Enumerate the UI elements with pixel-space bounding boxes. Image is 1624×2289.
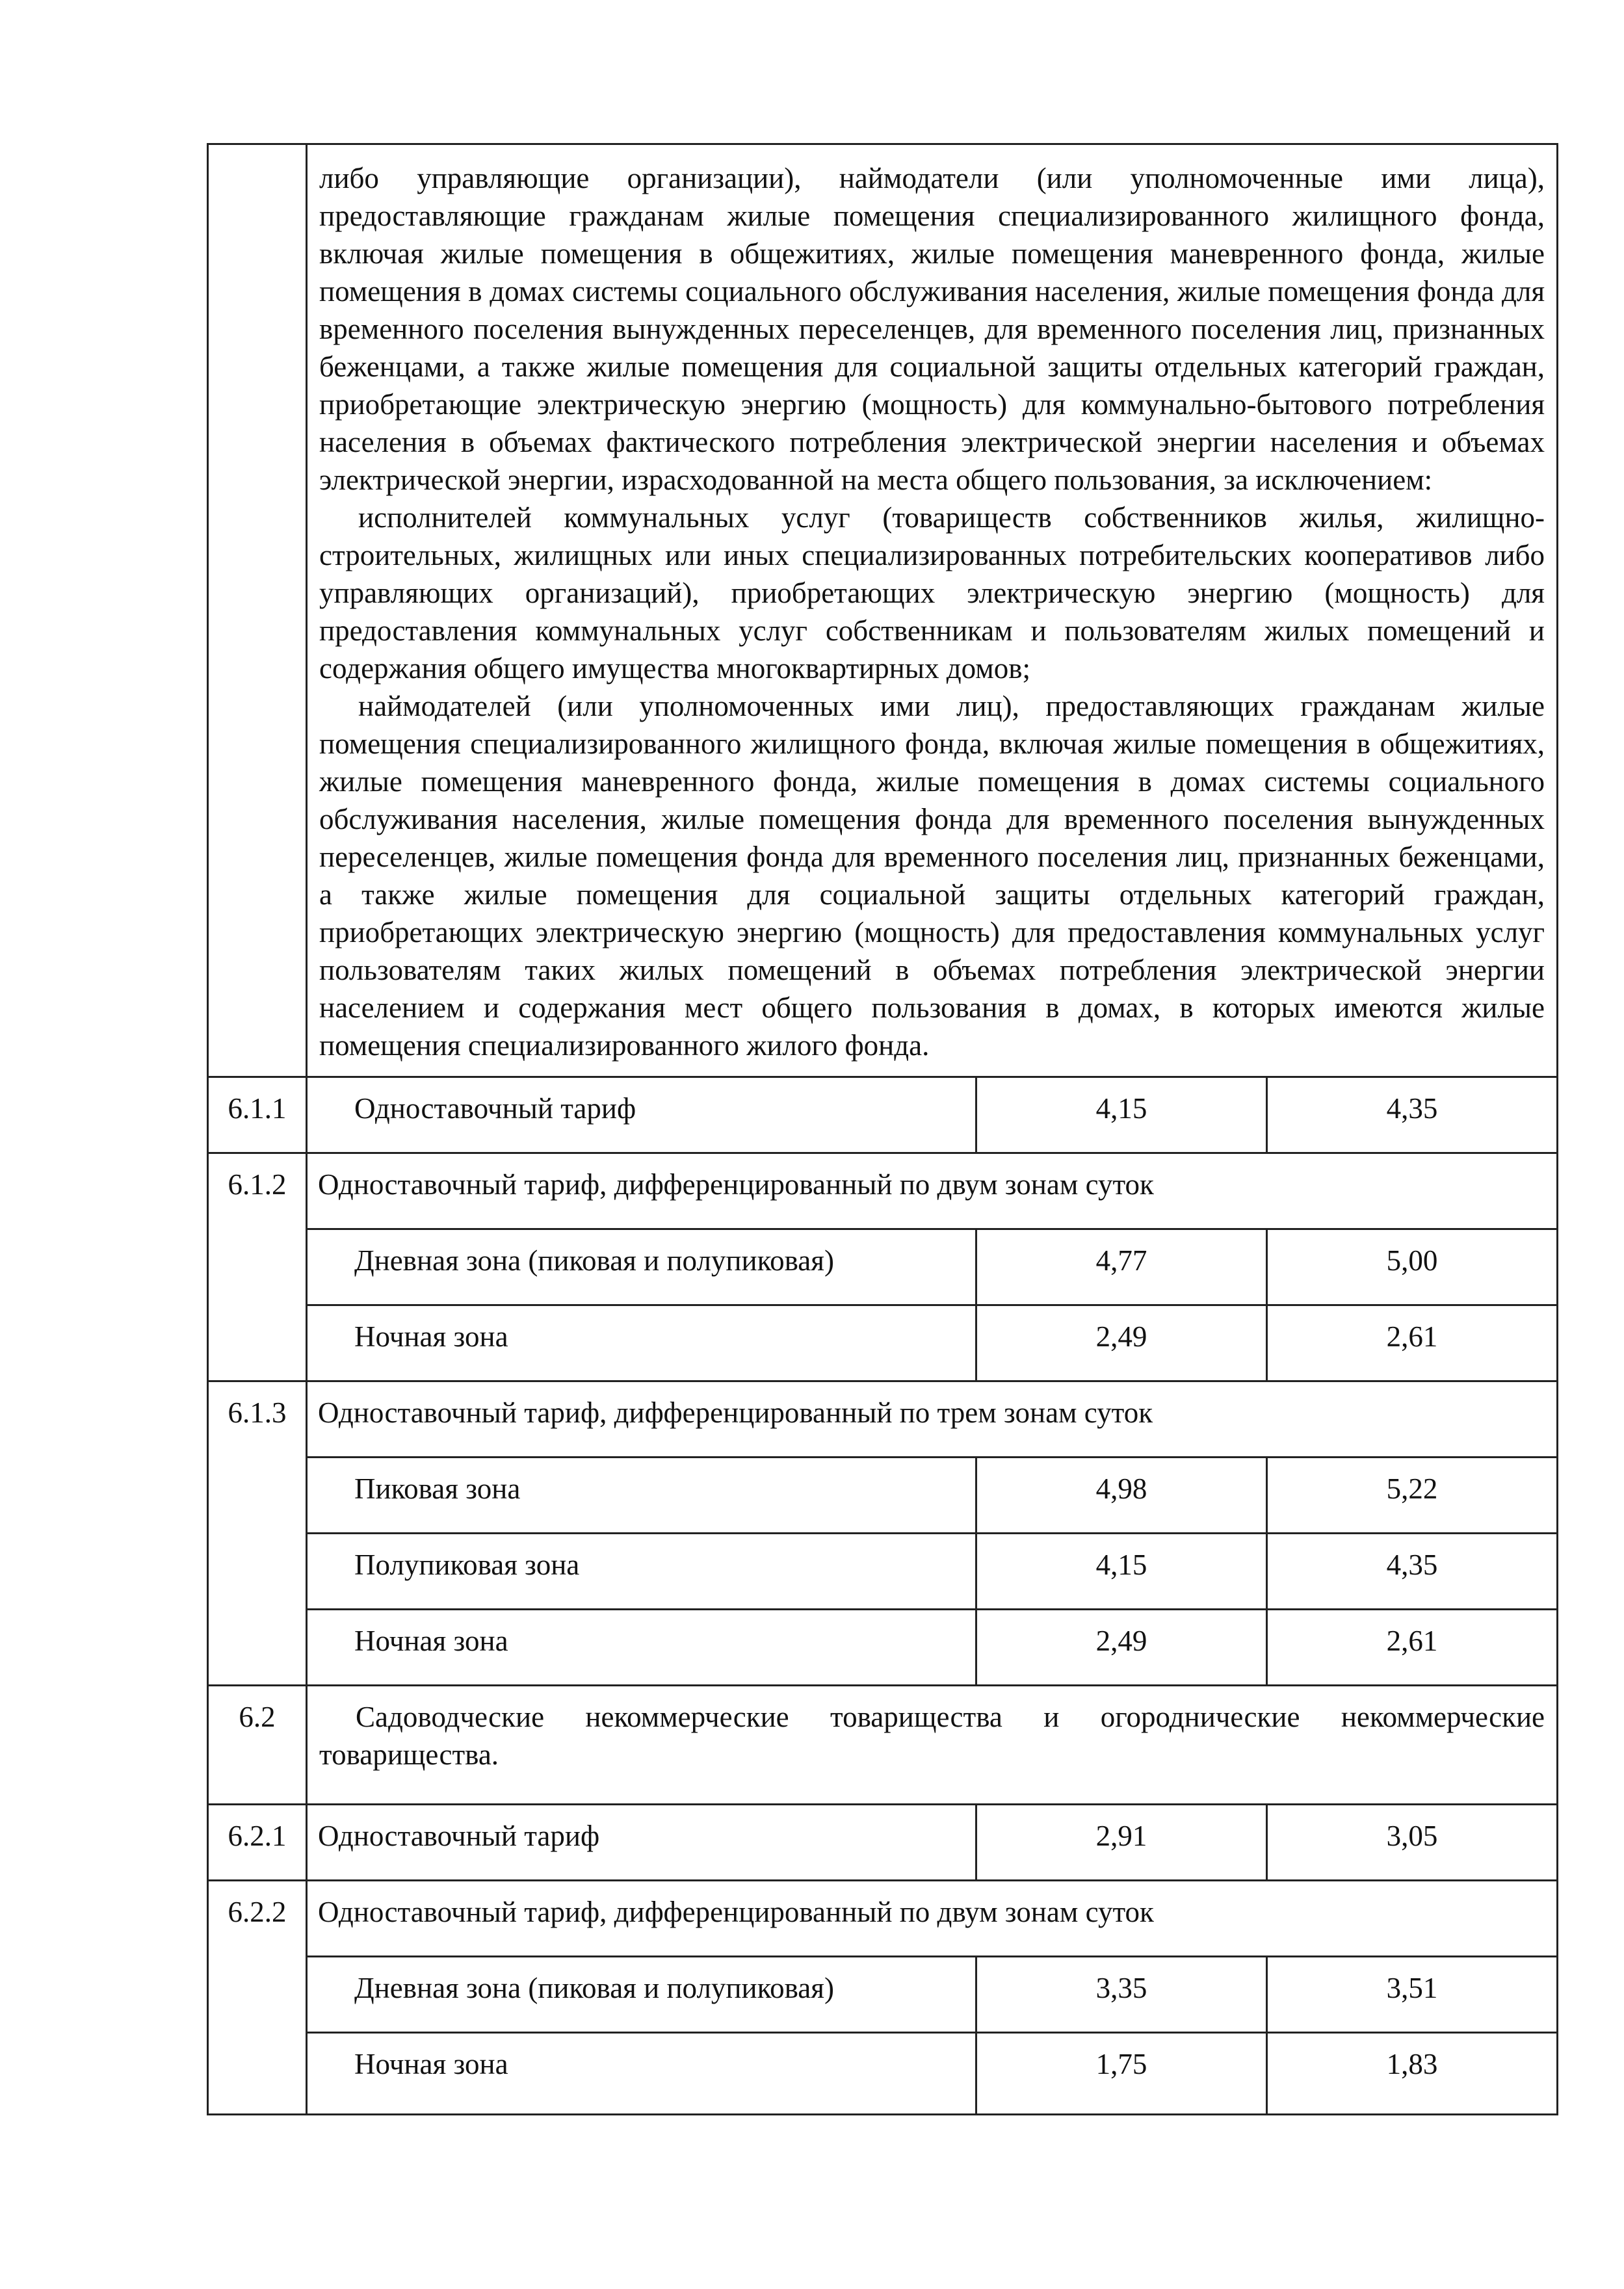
consumer-group-name: Садоводческие некоммерческие товарищества и огороднические некоммерческие товарищества. — [319, 1701, 1545, 1771]
row-number: 6.1.1 — [208, 1077, 307, 1153]
tariff-name: Ночная зона — [307, 1610, 976, 1686]
consumer-group-cell — [307, 1686, 1558, 1805]
table-row — [208, 1229, 1558, 1305]
tariff-value-1: 4,98 — [976, 1458, 1267, 1534]
row-number: 6.2.2 — [208, 1881, 307, 2115]
tariff-table — [207, 143, 1558, 2115]
table-row — [208, 1153, 1558, 1229]
table-row — [208, 1305, 1558, 1381]
table-row — [208, 1458, 1558, 1534]
intro-paragraph-3: наймодателей (или уполномоченных ими лиц), предоставляющих гражданам жилые помещения специализированного жилищного фонда, включая жилые помещения в общежитиях, жилые помещения маневренного фонда, жилые помещения в домах системы социального обслуживания населения, жилые помещения фонда для временного поселения вынужденных переселенцев, жилые помещения фонда для временного поселения лиц, признанных беженцами, а также жилые помещения для социальной защиты отдельных категорий граждан, приобретающих электрическую энергию (мощность) для предоставления коммунальных услуг пользователям таких жилых помещений в объемах потребления электрической энергии населением и содержания мест общего пользования в домах, в которых имеются жилые помещения специализированного жилого фонда. — [319, 690, 1545, 1062]
tariff-value-2: 5,00 — [1267, 1229, 1558, 1305]
row-number: 6.2 — [208, 1686, 307, 1805]
tariff-group-name: Одноставочный тариф, дифференцированный по двум зонам суток — [307, 1153, 1558, 1229]
tariff-name: Полупиковая зона — [307, 1534, 976, 1610]
tariff-name: Одноставочный тариф — [307, 1077, 976, 1153]
table-row-intro — [208, 144, 1558, 1077]
table-row — [208, 1805, 1558, 1881]
tariff-value-1: 4,15 — [976, 1077, 1267, 1153]
table-row — [208, 1381, 1558, 1458]
table-row — [208, 1686, 1558, 1805]
tariff-value-1: 2,49 — [976, 1305, 1267, 1381]
tariff-value-1: 2,49 — [976, 1610, 1267, 1686]
row-number-cell — [208, 144, 307, 1077]
tariff-group-name: Одноставочный тариф, дифференцированный по трем зонам суток — [307, 1381, 1558, 1458]
tariff-value-2: 3,05 — [1267, 1805, 1558, 1881]
table-row — [208, 1610, 1558, 1686]
tariff-name: Дневная зона (пиковая и полупиковая) — [307, 1229, 976, 1305]
tariff-value-2: 4,35 — [1267, 1077, 1558, 1153]
row-number: 6.1.2 — [208, 1153, 307, 1381]
row-number: 6.1.3 — [208, 1381, 307, 1686]
tariff-value-2: 1,83 — [1267, 2033, 1558, 2115]
tariff-value-1: 4,77 — [976, 1229, 1267, 1305]
tariff-name: Одноставочный тариф — [307, 1805, 976, 1881]
tariff-value-2: 4,35 — [1267, 1534, 1558, 1610]
row-number: 6.2.1 — [208, 1805, 307, 1881]
tariff-value-2: 2,61 — [1267, 1305, 1558, 1381]
tariff-value-2: 2,61 — [1267, 1610, 1558, 1686]
table-row — [208, 1077, 1558, 1153]
tariff-value-1: 2,91 — [976, 1805, 1267, 1881]
tariff-value-2: 5,22 — [1267, 1458, 1558, 1534]
intro-paragraph-2: исполнителей коммунальных услуг (товариществ собственников жилья, жилищно-строительных, жилищных или иных специализированных потребительских кооперативов либо управляющих организаций), приобретающих электрическую энергию (мощность) для предоставления коммунальных услуг собственникам и пользователям жилых помещений и содержания общего имущества многоквартирных домов; — [319, 501, 1545, 685]
intro-text-cell — [307, 144, 1558, 1077]
tariff-name: Ночная зона — [307, 2033, 976, 2115]
tariff-name: Пиковая зона — [307, 1458, 976, 1534]
tariff-value-1: 1,75 — [976, 2033, 1267, 2115]
table-row — [208, 1534, 1558, 1610]
tariff-value-1: 3,35 — [976, 1957, 1267, 2033]
intro-paragraph-1: либо управляющие организации), наймодатели (или уполномоченные ими лица), предоставляющие гражданам жилые помещения специализированного жилищного фонда, включая жилые помещения в общежитиях, жилые помещения маневренного фонда, жилые помещения в домах системы социального обслуживания населения, жилые помещения фонда для временного поселения вынужденных переселенцев, для временного поселения лиц, признанных беженцами, а также жилые помещения для социальной защиты отдельных категорий граждан, приобретающие электрическую энергию (мощность) для коммунально-бытового потребления населения в объемах фактического потребления электрической энергии населения и объемах электрической энергии, израсходованной на места общего пользования, за исключением: — [319, 162, 1545, 496]
tariff-value-1: 4,15 — [976, 1534, 1267, 1610]
tariff-value-2: 3,51 — [1267, 1957, 1558, 2033]
table-row — [208, 1957, 1558, 2033]
tariff-name: Ночная зона — [307, 1305, 976, 1381]
table-row — [208, 2033, 1558, 2115]
table-row — [208, 1881, 1558, 1957]
tariff-group-name: Одноставочный тариф, дифференцированный по двум зонам суток — [307, 1881, 1558, 1957]
tariff-name: Дневная зона (пиковая и полупиковая) — [307, 1957, 976, 2033]
